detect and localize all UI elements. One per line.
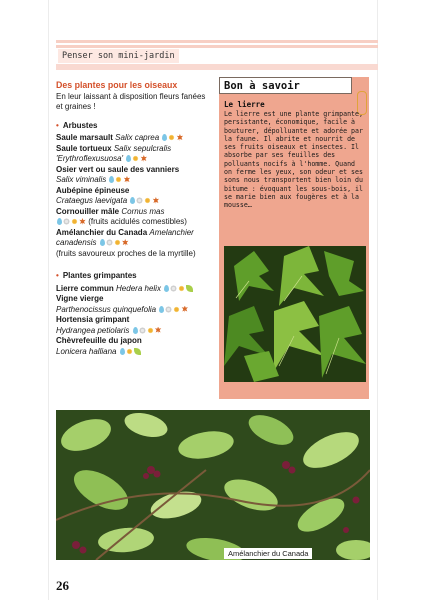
plant-icons bbox=[109, 176, 130, 183]
plant-item bbox=[56, 186, 206, 207]
autumn-leaf-icon bbox=[79, 218, 86, 225]
running-header: Penser son mini-jardin bbox=[58, 49, 179, 63]
sun-icon bbox=[168, 134, 175, 141]
sun-icon bbox=[144, 197, 151, 204]
plant-icons bbox=[126, 155, 147, 162]
water-drop-icon bbox=[57, 218, 62, 225]
ivy-photo bbox=[224, 246, 366, 382]
water-drop-icon bbox=[120, 348, 125, 355]
bullet-icon: • bbox=[56, 271, 59, 280]
header-rule bbox=[56, 64, 378, 70]
page-number: 26 bbox=[56, 578, 69, 593]
autumn-leaf-icon bbox=[181, 306, 188, 313]
plant-item bbox=[56, 133, 206, 144]
section-title: Des plantes pour les oiseaux bbox=[56, 80, 178, 90]
page-guide-right bbox=[377, 0, 378, 600]
plant-name: Amélanchier du Canada bbox=[56, 227, 148, 237]
sun-icon bbox=[173, 306, 180, 313]
plant-latin: Salix sepulcralis bbox=[113, 143, 172, 153]
header-band bbox=[56, 45, 378, 48]
flower-icon bbox=[106, 239, 113, 246]
plant-name: Lierre commun bbox=[56, 283, 114, 293]
plant-icons bbox=[133, 327, 162, 334]
autumn-leaf-icon bbox=[123, 176, 130, 183]
water-drop-icon bbox=[164, 285, 169, 292]
amelanchier-photo bbox=[56, 410, 370, 560]
header-band bbox=[56, 40, 378, 43]
plant-latin-cultivar: 'Erythroflexusuosa' bbox=[56, 154, 124, 163]
sun-icon bbox=[178, 285, 185, 292]
plant-icons bbox=[57, 218, 86, 225]
plant-note: (fruits savoureux proches de la myrtille) bbox=[56, 248, 196, 258]
flower-icon bbox=[165, 306, 172, 313]
flower-icon bbox=[139, 327, 146, 334]
plant-item bbox=[56, 336, 206, 357]
plant-name: Osier vert ou saule des vanniers bbox=[56, 164, 180, 174]
category-label: Plantes grimpantes bbox=[62, 271, 137, 280]
water-drop-icon bbox=[126, 155, 131, 162]
plant-icons bbox=[159, 306, 188, 313]
box-subtitle: Le lierre bbox=[224, 100, 265, 109]
plant-name: Saule tortueux bbox=[56, 143, 112, 153]
plant-name: Hortensia grimpant bbox=[56, 315, 130, 324]
flower-icon bbox=[136, 197, 143, 204]
green-leaf-icon bbox=[186, 285, 193, 292]
water-drop-icon bbox=[100, 239, 105, 246]
plant-icons bbox=[162, 134, 183, 141]
plant-name: Saule marsault bbox=[56, 133, 113, 142]
plant-name: Cornouiller mâle bbox=[56, 206, 120, 216]
plant-latin: Crataegus laevigata bbox=[56, 196, 128, 205]
sun-icon bbox=[132, 155, 139, 162]
plant-item bbox=[56, 144, 206, 165]
page-guide-left bbox=[48, 0, 49, 600]
plant-latin: Lonicera halliana bbox=[56, 346, 117, 356]
box-title: Bon à savoir bbox=[224, 80, 300, 92]
plant-latin: Salix viminalis bbox=[56, 175, 107, 184]
plant-note: (fruits acidulés comestibles) bbox=[88, 217, 187, 226]
section-intro: En leur laissant à disposition fleurs fanées et graines ! bbox=[56, 91, 206, 111]
autumn-leaf-icon bbox=[176, 134, 183, 141]
plant-icons bbox=[130, 197, 159, 204]
plant-icons bbox=[120, 348, 141, 355]
plant-latin: Cornus mas bbox=[121, 206, 165, 216]
plant-item bbox=[56, 294, 206, 315]
plant-icons bbox=[100, 239, 129, 246]
autumn-leaf-icon bbox=[122, 239, 129, 246]
plant-latin: Amelanchier canadensis bbox=[56, 227, 194, 247]
plant-item bbox=[56, 228, 206, 260]
sun-icon bbox=[147, 327, 154, 334]
water-drop-icon bbox=[159, 306, 164, 313]
photo-caption: Amélanchier du Canada bbox=[224, 548, 312, 559]
plant-name: Chèvrefeuille du japon bbox=[56, 336, 142, 345]
water-drop-icon bbox=[130, 197, 135, 204]
green-leaf-icon bbox=[134, 348, 141, 355]
plant-item bbox=[56, 165, 206, 186]
autumn-leaf-icon bbox=[155, 327, 162, 334]
water-drop-icon bbox=[109, 176, 114, 183]
plant-item bbox=[56, 315, 206, 336]
spacer bbox=[56, 259, 206, 269]
plant-item bbox=[56, 207, 206, 228]
category-label: Arbustes bbox=[62, 120, 98, 130]
water-drop-icon bbox=[162, 134, 167, 141]
flower-icon bbox=[63, 218, 70, 225]
sun-icon bbox=[114, 239, 121, 246]
autumn-leaf-icon bbox=[152, 197, 159, 204]
plant-latin: Salix caprea bbox=[115, 133, 160, 142]
bird-plants-column bbox=[56, 80, 206, 357]
sun-icon bbox=[126, 348, 133, 355]
sun-icon bbox=[71, 218, 78, 225]
box-body-text: Le lierre est une plante grimpante, persistante, économique, facile à bouturer, dépolluante et adorée par la faune. Il abrite et nourrit de ses fruits oiseaux et insectes. Il absorbe par ses feuilles des polluants nocifs à l'homme. Quand on ferme les yeux, son odeur et ses sons nous transportent bien loin du bitume : évoquant les sous-bois, il se marie bien aux fougères et à la mousse… bbox=[224, 110, 363, 210]
plant-latin: Hedera helix bbox=[116, 283, 161, 293]
plant-latin: Hydrangea petiolaris bbox=[56, 325, 130, 335]
plant-name: Aubépine épineuse bbox=[56, 185, 130, 195]
flower-icon bbox=[170, 285, 177, 292]
sun-icon bbox=[115, 176, 122, 183]
plant-item bbox=[56, 284, 206, 295]
plant-name: Vigne vierge bbox=[56, 294, 104, 303]
autumn-leaf-icon bbox=[140, 155, 147, 162]
plant-latin: Parthenocissus quinquefolia bbox=[56, 304, 157, 314]
water-drop-icon bbox=[133, 327, 138, 334]
category-climbers bbox=[56, 271, 206, 282]
category-shrubs bbox=[56, 121, 206, 132]
bullet-icon: • bbox=[56, 120, 59, 130]
plant-icons bbox=[164, 285, 193, 292]
